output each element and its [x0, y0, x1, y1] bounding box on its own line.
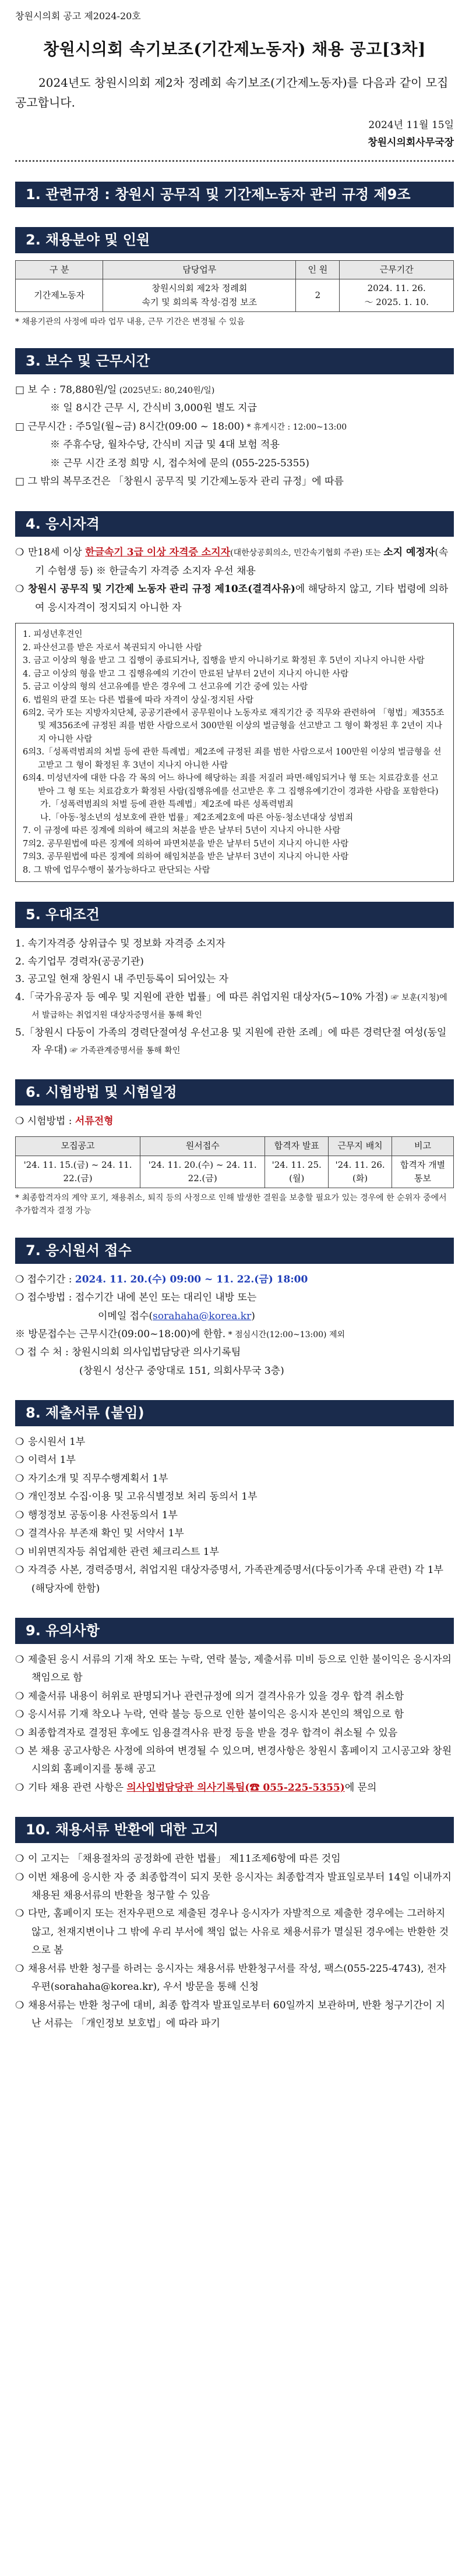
table-header: 구 분 [16, 261, 103, 279]
contact-info: 의사입법담당관 의사기록팀(☎ 055-225-5355) [126, 1781, 345, 1794]
table-cell [103, 279, 296, 312]
circle-bullet-icon: ❍ [15, 1745, 24, 1757]
table-header: 담당업무 [103, 261, 296, 279]
application-period: ❍ 접수기간 : 2024. 11. 20.(수) 09:00 ~ 11. 22.(금) 18:00 [15, 1273, 308, 1285]
list-item: 1. 속기자격증 상위급수 및 정보화 자격증 소지자 [15, 937, 225, 949]
table-cell: 2 [296, 279, 340, 312]
list-item: ❍ 기타 채용 관련 사항은 의사입법담당관 의사기록팀(☎ 055-225-5355)에 문의 [15, 1779, 454, 1797]
hours-line: □ 근무시간 : 주5일(월~금) 8시간(09:00 ~ 18:00) * 휴게시간 : 12:00~13:00 [15, 420, 347, 433]
list-item: ❍ 본 채용 공고사항은 사정에 의하여 변경될 수 있으며, 변경사항은 창원시 홈페이지 고시공고와 창원시의회 홈페이지를 통해 공고 [15, 1742, 454, 1779]
circle-bullet-icon: ❍ [15, 1690, 24, 1702]
list-item: 4. 금고 이상의 형을 받고 그 집행유예의 기간이 만료된 날부터 2년이 지나지 아니한 사람 [23, 669, 349, 679]
square-bullet-icon: □ [15, 476, 28, 488]
hours-extra: * 휴게시간 : 12:00~13:00 [244, 422, 347, 432]
list-item: 나.「아동·청소년의 성보호에 관한 법률」제2조제2호에 따른 아동·청소년대상 성범죄 [40, 813, 354, 823]
hours-note: ※ 근무 시간 조정 희망 시, 접수처에 문의 (055-225-5355) [50, 457, 309, 469]
list-item: ❍ 채용서류 반환 청구를 하려는 응시자는 채용서류 반환청구서를 작성, 팩스(055-225-4743), 전자우편(sorahaha@korea.kr), 우서 방문을 통해 신청 [15, 1960, 454, 1997]
list-item: ❍ 이력서 1부 [15, 1451, 454, 1469]
table-cell: 기간제노동자 [16, 279, 103, 312]
list-item: 3. 공고일 현재 창원시 내 주민등록이 되어있는 자 [15, 973, 229, 986]
license-requirement: 한글속기 3급 이상 자격증 소지자 [85, 547, 231, 559]
circle-bullet-icon: ❍ [15, 1472, 24, 1484]
table-cell: '24. 11. 26.(화) [329, 1156, 392, 1188]
page-title: 창원시의회 속기보조(기간제노동자) 채용 공고[3차] [43, 40, 426, 59]
list-item: 2. 파산선고를 받은 자로서 복권되지 아니한 사람 [23, 643, 202, 653]
circle-bullet-icon: ❍ [15, 1999, 24, 2011]
circle-bullet-icon: ❍ [15, 1908, 24, 1920]
circle-bullet-icon: ❍ [15, 1871, 24, 1883]
period-line: 2024. 11. 26. [367, 283, 426, 294]
list-item: 3. 금고 이상의 형을 받고 그 집행이 종료되거나, 집행을 받지 아니하기로 확정된 후 5년이 지나지 아니한 사람 [23, 656, 425, 666]
disqualification-box [15, 623, 454, 882]
circle-bullet-icon: ❍ [15, 1727, 24, 1739]
list-item: ❍ 응시서류 기재 착오나 누락, 연락 불능 등으로 인한 불이익은 응시자 본인의 책임으로 함 [15, 1706, 454, 1724]
hours-note: ※ 주휴수당, 월차수당, 간식비 지급 및 4대 보험 적용 [50, 439, 280, 451]
table-header: 근무지 배치 [329, 1137, 392, 1156]
other-conditions: □ 그 밖의 복무조건은 「창원시 공무직 및 기간제노동자 관리 규정」에 따름 [15, 476, 344, 488]
table-header-row [16, 261, 454, 279]
section-heading-positions: 2. 채용분야 및 인원 [15, 227, 454, 253]
exam-method-value: 서류전형 [75, 1115, 114, 1127]
list-item: ❍ 채용서류는 반환 청구에 대비, 최종 합격자 발표일로부터 60일까지 보관하며, 반환 청구기간이 지난 서류는 「개인정보 보호법」에 따라 파기 [15, 1997, 454, 2033]
positions-note: * 채용기관의 사정에 따라 업무 내용, 근무 기간은 변경될 수 있음 [15, 317, 245, 327]
list-item: ❍ 최종합격자로 결정된 후에도 임용결격사유 판정 등을 받을 경우 합격이 취소될 수 있음 [15, 1724, 454, 1742]
list-item: ❍ 행정정보 공동이용 사전동의서 1부 [15, 1507, 454, 1525]
eligibility-age: ❍ 만18세 이상 한글속기 3급 이상 자격증 소지자(대한상공회의소, 민간속기협회 주관) 또는 소지 예정자(속기 수험생 등) ※ 한글속기 자격증 소지자 우선 채용 [15, 544, 454, 580]
circle-bullet-icon: ❍ [15, 1564, 24, 1576]
circle-bullet-icon: ❍ [15, 1653, 24, 1666]
pay-note: ※ 일 8시간 근무 시, 간식비 3,000원 별도 지급 [50, 402, 258, 414]
pay-extra: (2025년도: 80,240원/일) [117, 386, 215, 396]
table-cell [340, 279, 454, 312]
list-item: 8. 그 밖에 업무수행이 불가능하다고 판단되는 사람 [23, 865, 210, 875]
schedule-table [15, 1136, 454, 1188]
notes-list [15, 1651, 454, 1798]
application-period-value: 2024. 11. 20.(수) 09:00 ~ 11. 22.(금) 18:00 [75, 1273, 308, 1285]
circle-bullet-icon: ❍ [15, 547, 24, 559]
list-item: ❍ 응시원서 1부 [15, 1433, 454, 1451]
application-method-email: 이메일 접수(sorahaha@korea.kr) [98, 1310, 255, 1322]
list-item: ❍ 제출된 응시 서류의 기재 착오 또는 누락, 연락 불능, 제출서류 미비 등으로 인한 불이익은 응시자의 책임으로 함 [15, 1651, 454, 1688]
section-heading-eligibility: 4. 응시자격 [15, 511, 454, 537]
table-cell: '24. 11. 15.(금) ~ 24. 11. 22.(금) [16, 1156, 140, 1188]
list-item: 7의3. 공무원법에 따른 징계에 의하여 해임처분을 받은 날부터 3년이 지나지 아니한 사람 [23, 852, 349, 862]
table-header: 비고 [392, 1137, 454, 1156]
list-item: 2. 속기업무 경력자(공공기관) [15, 955, 144, 968]
table-header: 인 원 [296, 261, 340, 279]
list-item: 6. 법원의 판결 또는 다른 법률에 따라 자격이 상실·정지된 사람 [23, 695, 254, 705]
table-header: 모집공고 [16, 1137, 140, 1156]
documents-list [15, 1433, 454, 1598]
table-cell: '24. 11. 20.(수) ~ 24. 11. 22.(금) [140, 1156, 265, 1188]
circle-bullet-icon: ❍ [15, 1709, 24, 1721]
duty-line: 속기 및 회의록 작성·검정 보조 [142, 296, 258, 307]
circle-bullet-icon: ❍ [15, 1781, 24, 1794]
circle-bullet-icon: ❍ [15, 1962, 24, 1975]
list-item: 1. 피성년후견인 [23, 630, 83, 640]
circle-bullet-icon: ❍ [15, 1491, 24, 1503]
square-bullet-icon: □ [15, 384, 28, 396]
section-heading-documents: 8. 제출서류 (붙임) [15, 1400, 454, 1426]
list-item: ❍ 자기소개 및 직무수행계획서 1부 [15, 1470, 454, 1488]
issuer-name: 창원시의회사무국장 [368, 136, 454, 148]
schedule-note: * 최종합격자의 계약 포기, 채용취소, 퇴직 등의 사정으로 인해 발생한 결원을 보충할 필요가 있는 경우에 한 순위자 중에서 추가합격자 결정 가능 [15, 1193, 447, 1216]
list-item: 5.「창원시 다둥이 가족의 경력단절여성 우선고용 및 지원에 관한 조례」에 따른 경력단절 여성(동일자 우대) ☞ 가족관계증명서를 통해 확인 [15, 1026, 447, 1057]
section-heading-regulation: 1. 관련규정 : 창원시 공무직 및 기간제노동자 관리 규정 제9조 [15, 182, 454, 208]
visit-note: ※ 방문접수는 근무시간(09:00~18:00)에 한함. * 점심시간(12:00~13:00) 제외 [15, 1328, 345, 1340]
table-cell: 합격자 개별 통보 [392, 1156, 454, 1188]
table-header-row [16, 1137, 454, 1156]
circle-bullet-icon: ❍ [15, 1273, 27, 1285]
section-heading-pay: 3. 보수 및 근무시간 [15, 348, 454, 374]
table-header: 근무기간 [340, 261, 454, 279]
table-header: 합격자 발표 [265, 1137, 329, 1156]
circle-bullet-icon: ❍ [15, 1528, 24, 1540]
list-item: 7. 이 규정에 따른 징계에 의하여 해고의 처분을 받은 날부터 5년이 지나지 아니한 사람 [23, 826, 341, 836]
exam-method: ❍ 시험방법 : 서류전형 [15, 1115, 114, 1127]
application-address: (창원시 성산구 중앙대로 151, 의회사무국 3층) [79, 1365, 284, 1377]
circle-bullet-icon: ❍ [15, 1292, 27, 1304]
table-header: 원서접수 [140, 1137, 265, 1156]
list-item: ❍ 이번 채용에 응시한 자 중 최종합격이 되지 못한 응시자는 최종합격자 발표일로부터 14일 이내까지 채용된 채용서류의 반환을 청구할 수 있음 [15, 1869, 454, 1905]
preferences-list [15, 935, 454, 1060]
list-item: 6의2. 국가 또는 지방자치단체, 공공기관에서 공무원이나 노동자로 재직기간 중 직무와 관련하여 「형법」제355조 및 제356조에 규정된 죄를 범한 사람으로서 300만원 이상의 벌금형을 선고받고 그 형이 확정된 후 2년이 지나지 아니한 사람 [23, 708, 445, 744]
section-heading-preferences: 5. 우대조건 [15, 902, 454, 928]
list-item: ❍ 결격사유 부존재 확인 및 서약서 1부 [15, 1525, 454, 1543]
list-item: ❍ 비위면직자등 취업제한 관련 체크리스트 1부 [15, 1543, 454, 1561]
circle-bullet-icon: ❍ [15, 1509, 24, 1521]
pay-value: 78,880원/일 [59, 384, 117, 396]
application-method: ❍ 접수방법 : 접수기간 내에 본인 또는 대리인 내방 또는 [15, 1292, 257, 1304]
list-item: ❍ 다만, 홈페이지 또는 전자우편으로 제출된 경우나 응시자가 자발적으로 제출한 경우에는 그러하지 않고, 천재지변이나 그 밖에 우리 부서에 책임 없는 사유로 채용서류가 멸실된 경우에는 반환한 것으로 봄 [15, 1905, 454, 1960]
table-row [16, 279, 454, 312]
section-heading-return: 10. 채용서류 반환에 대한 고지 [15, 1817, 454, 1843]
circle-bullet-icon: ❍ [15, 1853, 24, 1865]
doc-number: 창원시의회 공고 제2024-20호 [15, 10, 141, 22]
return-list [15, 1850, 454, 2033]
section-heading-notes: 9. 유의사항 [15, 1618, 454, 1644]
circle-bullet-icon: ❍ [15, 1115, 27, 1127]
eligibility-disqualification: ❍ 창원시 공무직 및 기간제 노동자 관리 규정 제10조(결격사유)에 해당하지 않고, 기타 법령에 의하여 응시자격이 정지되지 아니한 자 [15, 580, 454, 617]
list-item: ❍ 자격증 사본, 경력증명서, 취업지원 대상자증명서, 가족관계증명서(다둥이가족 우대 관련) 각 1부 (해당자에 한함) [15, 1561, 454, 1598]
list-item: ❍ 개인정보 수집·이용 및 고유식별정보 처리 동의서 1부 [15, 1488, 454, 1506]
square-bullet-icon: □ [15, 420, 28, 433]
intro-paragraph: 2024년도 창원시의회 제2차 정례회 속기보조(기간제노동자)를 다음과 같이 모집 공고합니다. [15, 76, 449, 109]
positions-table [15, 260, 454, 312]
hours-value: 주5일(월~금) 8시간(09:00 ~ 18:00) [75, 420, 245, 433]
period-line: ～ 2025. 1. 10. [364, 296, 429, 307]
application-place: ❍ 접 수 처 : 창원시의회 의사입법담당관 의사기록팀 [15, 1347, 241, 1359]
table-row [16, 1156, 454, 1188]
table-cell: '24. 11. 25.(월) [265, 1156, 329, 1188]
list-item: ❍ 이 고지는 「채용절차의 공정화에 관한 법률」 제11조제6항에 따른 것임 [15, 1850, 454, 1868]
notice-date: 2024년 11월 15일 [368, 119, 454, 131]
pay-line: □ 보 수 : 78,880원/일 (2025년도: 80,240원/일) [15, 384, 215, 396]
duty-line: 창원시의회 제2차 정례회 [151, 283, 248, 294]
list-item: 4.「국가유공자 등 예우 및 지원에 관한 법률」에 따른 취업지원 대상자(5~10% 가점) ☞ 보훈(지청)에서 발급하는 취업지원 대상자증명서를 통해 확인 [15, 991, 447, 1021]
circle-bullet-icon: ❍ [15, 1347, 27, 1359]
section-heading-application: 7. 응시원서 접수 [15, 1238, 454, 1264]
list-item: 6의3.「성폭력범죄의 처벌 등에 관한 특례법」제2조에 규정된 죄를 범한 사람으로서 100만원 이상의 벌금형을 선고받고 그 형이 확정된 후 3년이 지나지 아니한 사람 [23, 747, 442, 770]
list-item: ❍ 제출서류 내용이 허위로 판명되거나 관련규정에 의거 결격사유가 있을 경우 합격 취소함 [15, 1688, 454, 1706]
circle-bullet-icon: ❍ [15, 1454, 24, 1466]
circle-bullet-icon: ❍ [15, 583, 24, 596]
email-link[interactable]: sorahaha@korea.kr [153, 1310, 252, 1322]
list-item: 가.「성폭력범죄의 처벌 등에 관한 특례법」제2조에 따른 성폭력범죄 [40, 800, 294, 810]
list-item: 6의4. 미성년자에 대한 다음 각 목의 어느 하나에 해당하는 죄를 저질러 파면·해임되거나 형 또는 치료감호를 선고받아 그 형 또는 치료감호가 확정된 사람(집행유예를 선고받은 후 그 집행유예기간이 경과한 사람을 포함한다) [23, 774, 439, 796]
list-item: 7의2. 공무원법에 따른 징계에 의하여 파면처분을 받은 날부터 5년이 지나지 아니한 사람 [23, 839, 349, 849]
section-heading-exam: 6. 시험방법 및 시험일정 [15, 1079, 454, 1105]
circle-bullet-icon: ❍ [15, 1436, 24, 1448]
circle-bullet-icon: ❍ [15, 1546, 24, 1558]
list-item: 5. 금고 이상의 형의 선고유예를 받은 경우에 그 선고유예 기간 중에 있는 사람 [23, 682, 308, 692]
divider [15, 160, 454, 162]
